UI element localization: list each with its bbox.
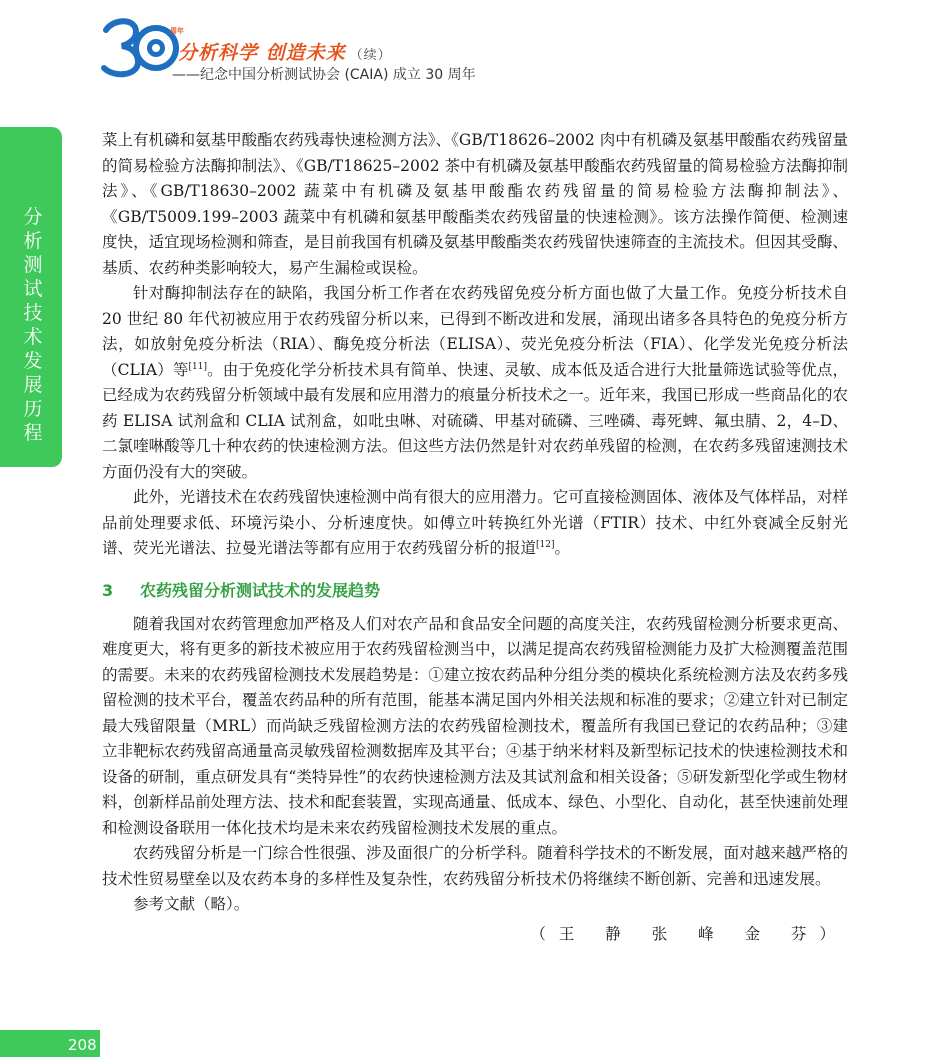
chapter-side-tab-label: 分析测试技术发展历程: [23, 206, 43, 444]
paragraph-1: 菜上有机磷和氨基甲酸酯农药残毒快速检测方法》、《GB/T18626–2002 肉中有机磷及氨基甲酸酯农药残留量的简易检验方法酶抑制法》、《GB/T18625–2002 茶中有机磷及氨基甲酸酯农药残留量的简易检验方法酶抑制法》、《GB/T18630–2002 蔬菜中有机磷及氨基甲酸酯农药残留量的简易检验方法酶抑制法》、《GB/T5009.199–2003 蔬菜中有机磷和氨基甲酸酯类农药残留量的快速检测》。该方法操作简便、检测速度快，适宜现场检测和筛查，是目前我国有机磷及氨基甲酸酯类农药残留快速筛查的主流技术。但因其受酶、基质、农药种类影响较大，易产生漏检或误检。: [102, 131, 848, 277]
header-slogan: [178, 38, 392, 65]
paragraph-5: 农药残留分析是一门综合性很强、涉及面很广的分析学科。随着科学技术的不断发展，面对越来越严格的技术性贸易壁垒以及农药本身的多样性及复杂性，农药残留分析技术仍将继续不断创新、完善和迅速发展。: [102, 844, 848, 888]
section-heading: [102, 578, 848, 604]
citation-11: [11]: [188, 361, 207, 372]
section-number: 3: [102, 580, 114, 600]
paragraph-2-text-a: 针对酶抑制法存在的缺陷，我国分析工作者在农药残留免疫分析方面也做了大量工作。免疫分析技术自 20 世纪 80 年代初被应用于农药残留分析以来，已得到不断改进和发展，涌现出诸多各具特色的免疫分析方法，如放射免疫分析法（RIA）、酶免疫分析法（ELISA）、荧光免疫分析法（FIA）、化学发光免疫分析法（CLIA）等: [102, 284, 848, 379]
paragraph-2: [102, 281, 848, 485]
section-title: 农药残留分析测试技术的发展趋势: [140, 580, 381, 600]
page-header: [100, 16, 520, 86]
authors-line: （王 静 张 峰 金 芬）: [530, 924, 848, 943]
paragraph-3-text-a: 此外，光谱技术在农药残留快速检测中尚有很大的应用潜力。它可直接检测固体、液体及气体样品，对样品前处理要求低、环境污染小、分析速度快。如傅立叶转换红外光谱（FTIR）技术、中红外衰减全反射光谱、荧光光谱法、拉曼光谱法等都有应用于农药残留分析的报道: [102, 488, 848, 557]
header-subtitle: ——纪念中国分析测试协会 (CAIA) 成立 30 周年: [172, 67, 476, 83]
anniversary-30-logo: [100, 16, 180, 78]
citation-12: [12]: [536, 540, 555, 550]
references-note: 参考文献（略）。: [133, 895, 250, 913]
article-body: [102, 128, 848, 947]
slogan-continued: （续）: [349, 48, 392, 63]
anniversary-label: 周年: [170, 27, 184, 35]
paragraph-2-text-b: 。由于免疫化学分析技术具有简单、快速、灵敏、成本低及适合进行大批量筛选试验等优点，已经成为农药残留分析领域中最有发展和应用潜力的痕量分析技术之一。近年来，我国已形成一些商品化的农药 ELISA 试剂盒和 CLIA 试剂盒，如吡虫啉、对硫磷、甲基对硫磷、三唑磷、毒死蜱、氟虫腈、2，4–D、二氯喹啉酸等几十种农药的快速检测方法。但这些方法仍然是针对农药单残留的检测，在农药多残留速测技术方面仍没有大的突破。: [102, 360, 848, 481]
page-number: 208: [68, 1036, 97, 1054]
paragraph-4: 随着我国对农药管理愈加严格及人们对农产品和食品安全问题的高度关注，农药残留检测分析要求更高、难度更大，将有更多的新技术被应用于农药残留检测当中，以满足提高农药残留检测能力及扩大检测覆盖范围的需要。未来的农药残留检测技术发展趋势是：①建立按农药品种分组分类的模块化系统检测方法及农药多残留检测的技术平台，覆盖农药品种的所有范围，能基本满足国内外相关法规和标准的要求；②建立针对已制定最大残留限量（MRL）而尚缺乏残留检测方法的农药残留检测技术，覆盖所有我国已登记的农药品种；③建立非靶标农药残留高通量高灵敏残留检测数据库及其平台；④基于纳米材料及新型标记技术的快速检测技术和设备的研制，重点研发具有“类特异性”的农药快速检测方法及其试剂盒和相关设备；⑤研发新型化学或生物材料，创新样品前处理方法、技术和配套装置，实现高通量、低成本、绿色、小型化、自动化，甚至快速前处理和检测设备联用一体化技术均是未来农药残留检测技术发展的重点。: [102, 614, 848, 837]
paragraph-3: [102, 485, 848, 562]
paragraph-3-text-b: 。: [554, 539, 571, 557]
slogan-text: 分析科学 创造未来: [178, 42, 346, 64]
